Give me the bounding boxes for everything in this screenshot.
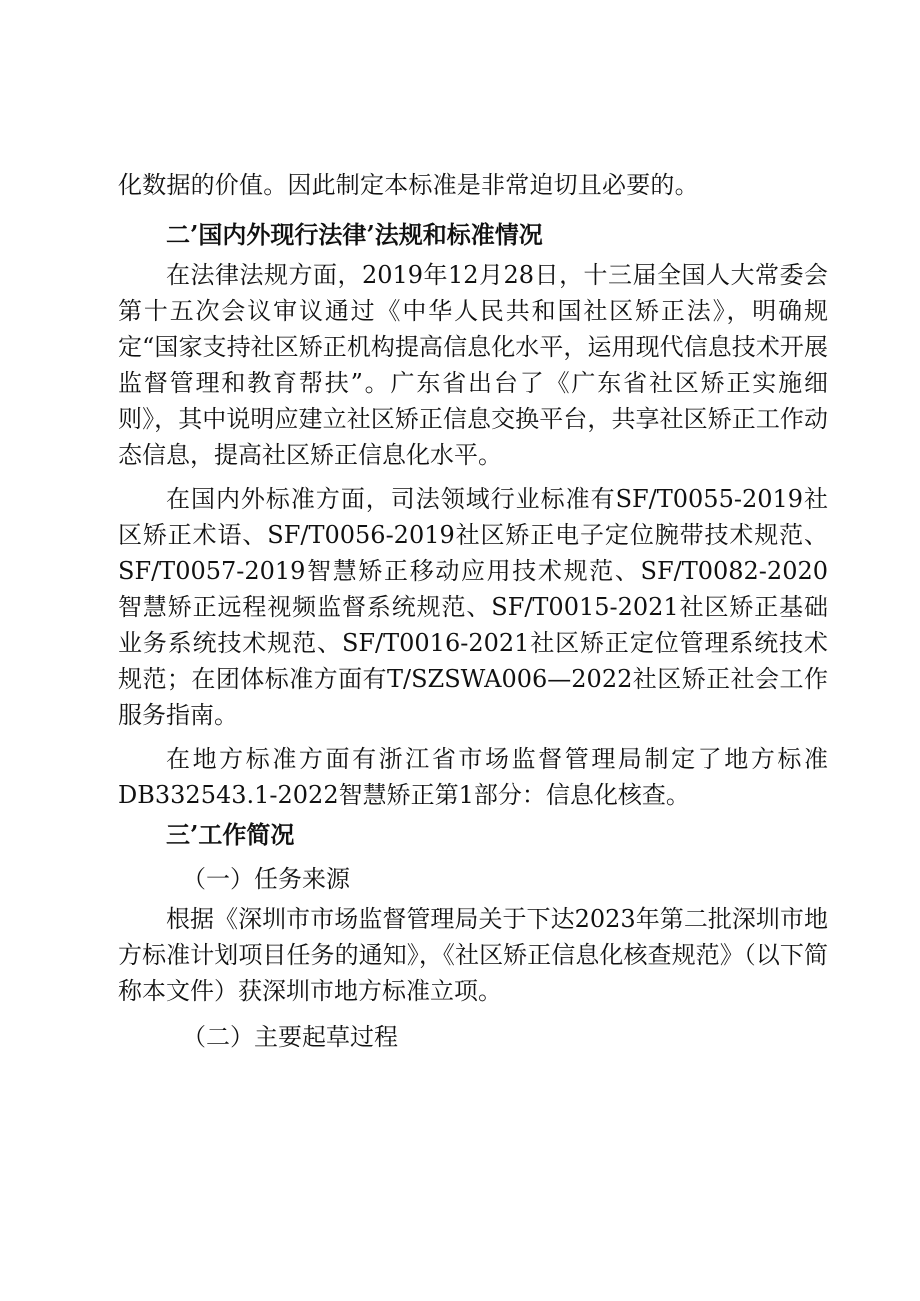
paragraph-task-source: 根据《深圳市市场监督管理局关于下达2023年第二批深圳市地方标准计划项目任务的通知》，《社区矫正信息化核查规范》（以下简称本文件）获深圳市地方标准立项。 xyxy=(118,905,828,1005)
continuation-line: 化数据的价值。因此制定本标准是非常迫切且必要的。 xyxy=(118,171,699,199)
document-page xyxy=(118,170,828,1059)
section-heading-3: 三’工作简况 xyxy=(166,820,295,849)
paragraph-standards: 在国内外标准方面，司法领域行业标准有SF/T0055-2019社区矫正术语、SF/T0056-2019社区矫正电子定位腕带技术规范、SF/T0057-2019智慧矫正移动应用技术规范、SF/T0082-2020智慧矫正远程视频监督系统规范、SF/T0015-2021社区矫正基础业务系统技术规范、SF/T0016-2021社区矫正定位管理系统技术规范；在团体标准方面有T/SZSWA006—2022社区矫正社会工作服务指南。 xyxy=(118,485,828,729)
paragraph-local-standards: 在地方标准方面有浙江省市场监督管理局制定了地方标准DB332543.1-2022智慧矫正第1部分：信息化核查。 xyxy=(118,745,828,809)
paragraph-laws: 在法律法规方面，2019年12月28日，十三届全国人大常委会第十五次会议审议通过《中华人民共和国社区矫正法》，明确规定“国家支持社区矫正机构提高信息化水平，运用现代信息技术开展监督管理和教育帮扶”。广东省出台了《广东省社区矫正实施细则》，其中说明应建立社区矫正信息交换平台，共享社区矫正工作动态信息，提高社区矫正信息化水平。 xyxy=(118,261,828,469)
subheading-drafting-process: （二）主要起草过程 xyxy=(182,1023,398,1051)
section-heading-2: 二’国内外现行法律’法规和标准情况 xyxy=(166,220,543,249)
subheading-task-source: （一）任务来源 xyxy=(182,865,350,893)
